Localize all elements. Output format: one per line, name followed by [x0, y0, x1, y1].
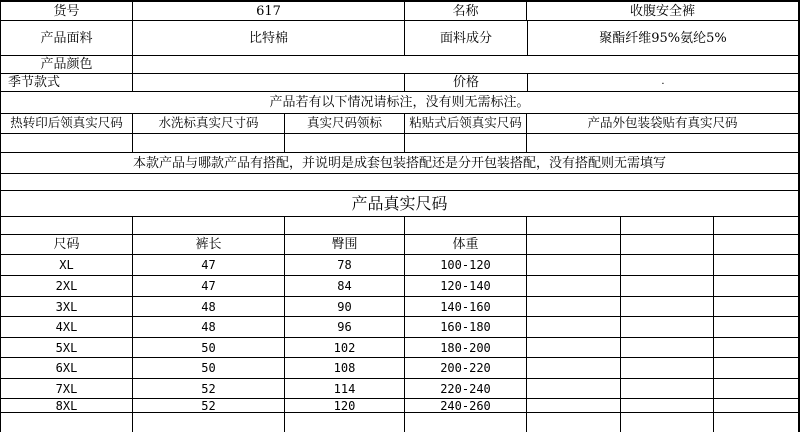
size-cell: 3XL: [55, 299, 78, 314]
size-header-hip: 臀围: [331, 237, 358, 252]
size-cell: 8XL: [55, 399, 78, 412]
composition-value: 聚酯纤维95%氨纶5%: [599, 30, 727, 46]
length-cell: 47: [201, 258, 216, 272]
fabric-value: 比特棉: [248, 30, 288, 46]
weight-cell: 120-140: [440, 279, 491, 293]
weight-cell: 180-200: [440, 340, 491, 355]
rule-v: [620, 216, 621, 432]
composition-label: 面料成分: [439, 30, 492, 46]
length-cell: 48: [201, 299, 216, 314]
rule-h: [0, 173, 800, 174]
rule-h: [0, 412, 800, 413]
length-cell: 47: [201, 279, 216, 293]
color-label: 产品颜色: [40, 57, 93, 72]
hip-cell: 120: [333, 399, 356, 412]
name-label: 名称: [452, 3, 479, 19]
size-header-size: 尺码: [53, 237, 80, 252]
hip-cell: 84: [337, 279, 352, 293]
rule-v: [526, 216, 527, 432]
weight-cell: 200-220: [440, 361, 491, 375]
length-cell: 52: [201, 381, 216, 396]
name-value: 收腹安全裤: [629, 3, 695, 19]
label-header-wash-label: 水洗标真实尺寸码: [158, 115, 259, 131]
size-cell: 5XL: [55, 340, 78, 355]
label-header-size-tag: 真实尺码领标: [306, 115, 382, 131]
hip-cell: 114: [333, 381, 356, 396]
weight-cell: 240-260: [440, 399, 491, 412]
length-cell: 50: [201, 361, 216, 375]
hip-cell: 90: [337, 299, 352, 314]
size-cell: 4XL: [55, 320, 78, 334]
size-cell: 6XL: [55, 361, 78, 375]
rule-h: [0, 133, 800, 134]
price-label: 价格: [452, 75, 479, 90]
item-no-value: 617: [256, 3, 281, 19]
label-header-packaging: 产品外包装袋贴有真实尺码: [587, 115, 738, 131]
item-no-label: 货号: [53, 3, 80, 19]
size-cell: XL: [59, 258, 74, 272]
hip-cell: 102: [333, 340, 356, 355]
length-cell: 48: [201, 320, 216, 334]
rule-v: [132, 73, 133, 91]
label-header-heat-transfer: 热转印后领真实尺码: [10, 115, 123, 131]
rule-v: [713, 216, 714, 432]
size-cell: 7XL: [55, 381, 78, 396]
season-label: 季节款式: [8, 75, 61, 90]
size-table-title: 产品真实尺码: [351, 193, 448, 213]
fabric-label: 产品面料: [40, 30, 93, 46]
weight-cell: 140-160: [440, 299, 491, 314]
length-cell: 50: [201, 340, 216, 355]
rule-h: [0, 216, 800, 217]
size-cell: 2XL: [55, 279, 78, 293]
length-cell: 52: [201, 399, 216, 412]
weight-cell: 220-240: [440, 381, 491, 396]
label-header-sticker: 粘贴式后领真实尺码: [409, 115, 522, 131]
hip-cell: 96: [337, 320, 352, 334]
price-mark: ·: [661, 78, 665, 90]
size-header-length: 裤长: [195, 237, 222, 252]
size-header-weight: 体重: [452, 237, 479, 252]
weight-cell: 160-180: [440, 320, 491, 334]
pairing-note: 本款产品与哪款产品有搭配，并说明是成套包装搭配还是分开包装搭配，没有搭配则无需填写: [132, 155, 666, 171]
hip-cell: 108: [333, 361, 356, 375]
label-note: 产品若有以下情况请标注，没有则无需标注。: [269, 95, 530, 110]
hip-cell: 78: [337, 258, 352, 272]
weight-cell: 100-120: [440, 258, 491, 272]
